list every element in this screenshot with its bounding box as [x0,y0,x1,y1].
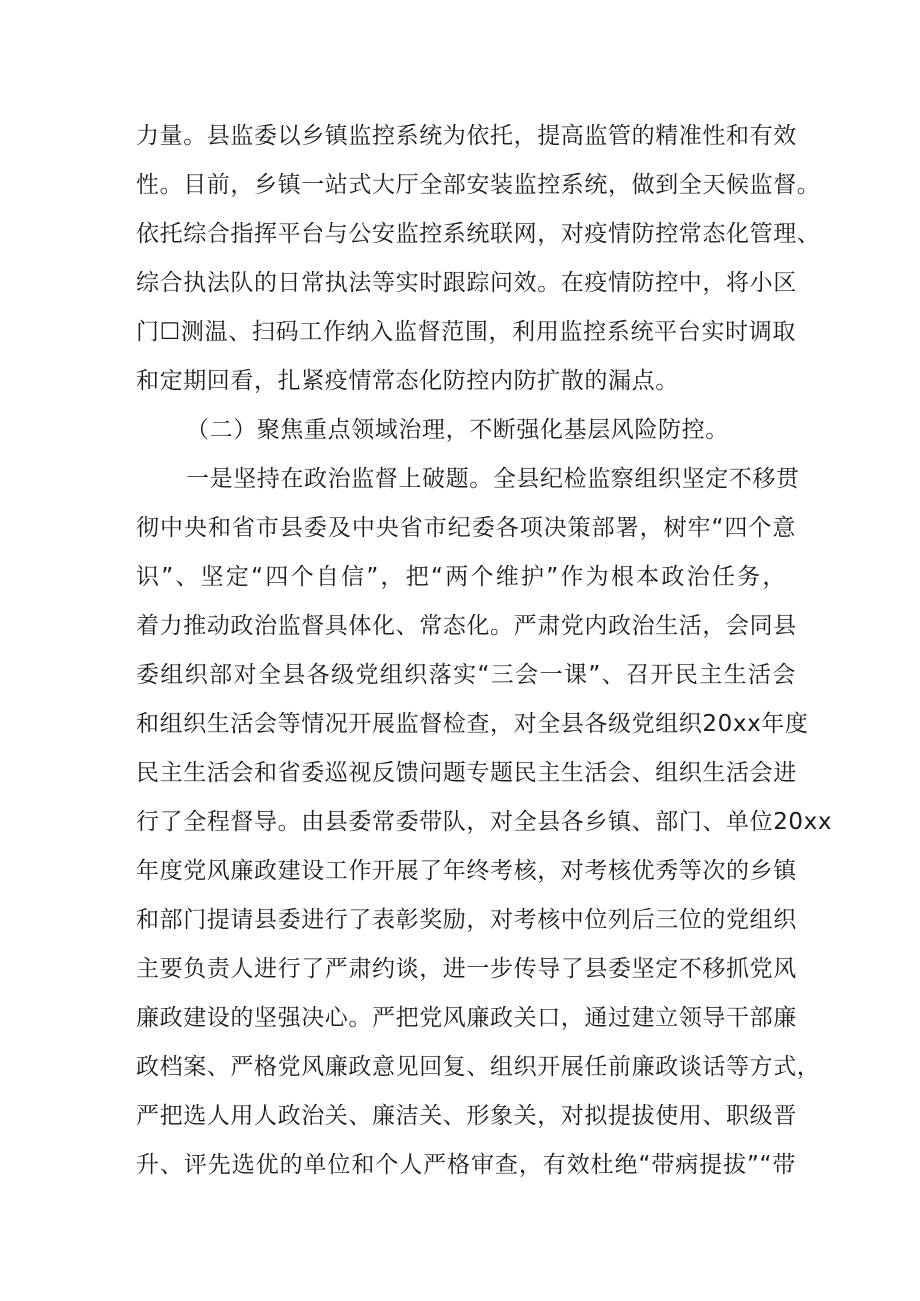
paragraph-line: 年度党风廉政建设工作开展了年终考核，对考核优秀等次的乡镇 [136,858,797,884]
paragraph-line: 和部门提请县委进行了表彰奖励，对考核中位列后三位的党组织 [136,907,797,933]
paragraph-line: 严把选人用人政治关、廉洁关、形象关，对拟提拔使用、职级晋 [136,1103,797,1129]
section-heading: （二）聚焦重点领域治理，不断强化基层风险防控。 [186,417,729,443]
paragraph-line: 政档案、严格党风廉政意见回复、组织开展任前廉政谈话等方式， [136,1054,821,1080]
paragraph-line: 和定期回看，扎紧疫情常态化防控内防扩散的漏点。 [136,368,679,394]
paragraph-line: 行了全程督导。由县委常委带队，对全县各乡镇、部门、单位20xx [136,809,833,835]
paragraph-line: 主要负责人进行了严肃约谈，进一步传导了县委坚定不移抓党风 [136,956,797,982]
paragraph-line: 委组织部对全县各级党组织落实“三会一课”、召开民主生活会 [136,662,796,688]
paragraph-line: 和组织生活会等情况开展监督检查，对全县各级党组织20xx年度 [136,711,809,737]
paragraph-line: 民主生活会和省委巡视反馈问题专题民主生活会、组织生活会进 [136,760,797,786]
paragraph-line: 一是坚持在政治监督上破题。全县纪检监察组织坚定不移贯 [186,466,800,492]
paragraph-line: 性。目前，乡镇一站式大厅全部安装监控系统，做到全天候监督。 [136,172,821,198]
paragraph-line: 彻中央和省市县委及中央省市纪委各项决策部署，树牢“四个意 [136,515,796,541]
paragraph-line: 廉政建设的坚强决心。严把党风廉政关口，通过建立领导干部廉 [136,1005,797,1031]
paragraph-line: 力量。县监委以乡镇监控系统为依托，提高监管的精准性和有效 [136,123,797,149]
paragraph-line: 升、评先选优的单位和个人严格审查，有效杜绝“带病提拔”“带 [136,1152,796,1178]
paragraph-line: 门☐测温、扫码工作纳入监督范围，利用监控系统平台实时调取 [136,319,796,345]
paragraph-line: 综合执法队的日常执法等实时跟踪问效。在疫情防控中，将小区 [136,270,797,296]
paragraph-line: 着力推动政治监督具体化、常态化。严肃党内政治生活，会同县 [136,613,797,639]
paragraph-line: 依托综合指挥平台与公安监控系统联网，对疫情防控常态化管理、 [136,221,821,247]
paragraph-line: 识”、坚定“四个自信”，把“两个维护”作为根本政治任务， [136,564,786,590]
